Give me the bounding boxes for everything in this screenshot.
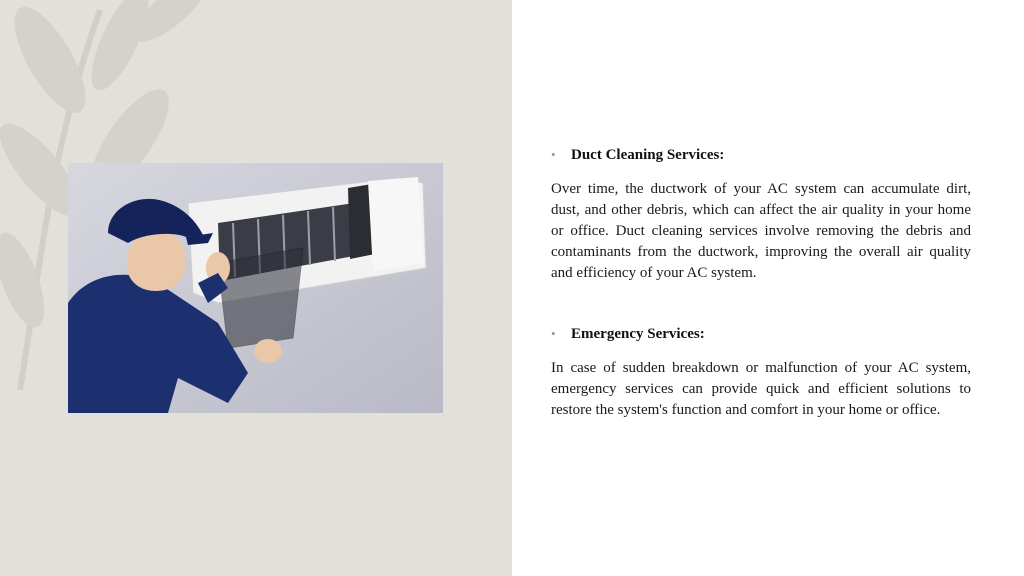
duct-cleaning-section bbox=[551, 147, 971, 284]
technician-photo bbox=[68, 163, 443, 413]
section-heading: Duct Cleaning Services: bbox=[571, 147, 725, 163]
duct-cleaning-heading-row bbox=[551, 147, 971, 167]
bullet-icon: • bbox=[551, 147, 556, 162]
section-body: In case of sudden breakdown or malfunction of your AC system, emergency services can provide quick and efficient solutions to restore the system's function and comfort in your home or office. bbox=[551, 360, 971, 418]
ac-technician-illustration bbox=[68, 163, 443, 413]
section-body: Over time, the ductwork of your AC system can accumulate dirt, dust, and other debris, which can affect the air quality in your home or office. Duct cleaning services involve removing the debris and contaminants from the ductwork, improving the overall air quality and efficiency of your AC system. bbox=[551, 181, 971, 281]
emergency-services-section bbox=[551, 326, 971, 421]
section-heading: Emergency Services: bbox=[571, 326, 705, 342]
bullet-icon: • bbox=[551, 326, 556, 341]
emergency-heading-row bbox=[551, 326, 971, 346]
content-panel bbox=[512, 0, 1024, 576]
